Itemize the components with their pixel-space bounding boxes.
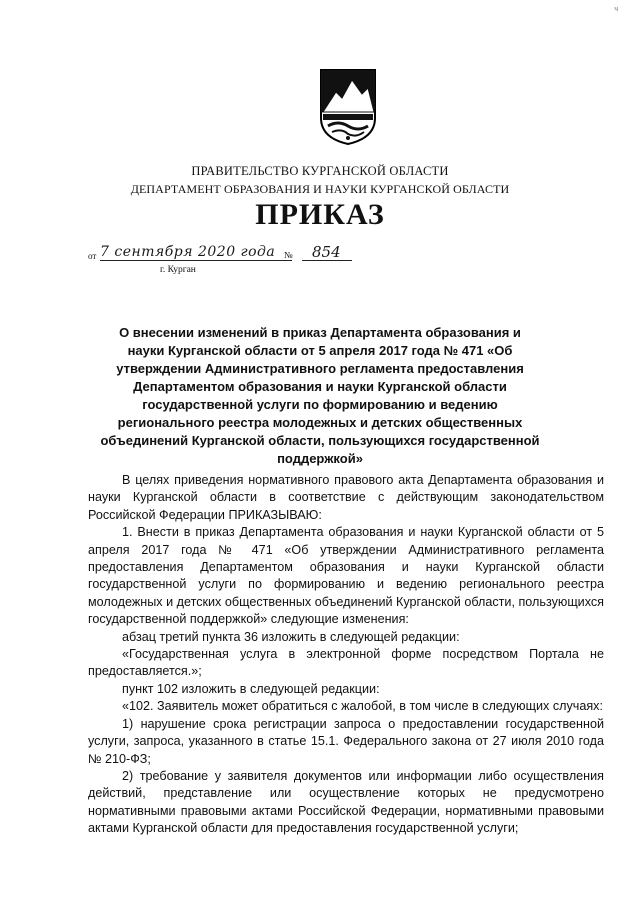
paragraph: 1. Внести в приказ Департамента образования и науки Курганской области от 5 апреля 2017 года № 471 «Об утверждении Административного регламента предоставления Департаментом образования и науки Курганской области государственной услуги по формированию и ведению регионального реестра молодежных и детских общественных объединений Курганской области, пользующихся государственной поддержкой» следующие изменения: [88,525,604,627]
document-type: ПРИКАЗ [255,198,385,231]
handwritten-date: 7 сентября 2020 года [100,244,276,260]
corner-mark: ч [614,6,618,13]
date-underline [100,260,292,261]
paragraph: абзац третий пункта 36 изложить в следующей редакции: [122,629,460,644]
order-body [88,472,604,838]
paragraph: В целях приведения нормативного правового акта Департамента образования и науки Курганской области в соответствие с действующим законодательством Российской Федерации ПРИКАЗЫВАЮ: [88,473,604,522]
org-line-department: ДЕПАРТАМЕНТ ОБРАЗОВАНИЯ И НАУКИ КУРГАНСКОЙ ОБЛАСТИ [130,182,510,196]
org-line-government: ПРАВИТЕЛЬСТВО КУРГАНСКОЙ ОБЛАСТИ [191,164,449,178]
paragraph: «102. Заявитель может обратиться с жалобой, в том числе в следующих случаях: [122,699,603,714]
order-title: О внесении изменений в приказ Департамента образования и науки Курганской области от 5 апреля 2017 года № 471 «Об утверждении Административного регламента предоставления Департаментом образования и науки Курганской области государственной услуги по формированию и ведению регионального реестра молодежных и детских общественных объединений Курганской области, пользующихся государственной поддержкой» [100,325,540,466]
paragraph: 2) требование у заявителя документов или информации либо осуществления действий, представление или осуществление которых не предусмотрено нормативными правовыми актами Российской Федерации, нормативными правовыми актами Курганской области для предоставления государственной услуги; [88,768,604,836]
handwritten-number: 854 [312,243,341,261]
from-label: от [88,251,97,261]
city-label: г. Курган [160,265,196,275]
number-underline [302,260,352,261]
paragraph: «Государственная услуга в электронной форме посредством Портала не предоставляется.»; [88,647,604,679]
kurgan-coat-of-arms-icon [318,68,378,146]
date-number-row [88,244,388,266]
paragraph: пункт 102 изложить в следующей редакции: [122,681,380,696]
number-label: № [284,250,293,260]
paragraph: 1) нарушение срока регистрации запроса о предоставлении государственной услуги, запроса, указанного в статье 15.1. Федерального закона от 27 июля 2010 года № 210-ФЗ; [88,716,604,766]
